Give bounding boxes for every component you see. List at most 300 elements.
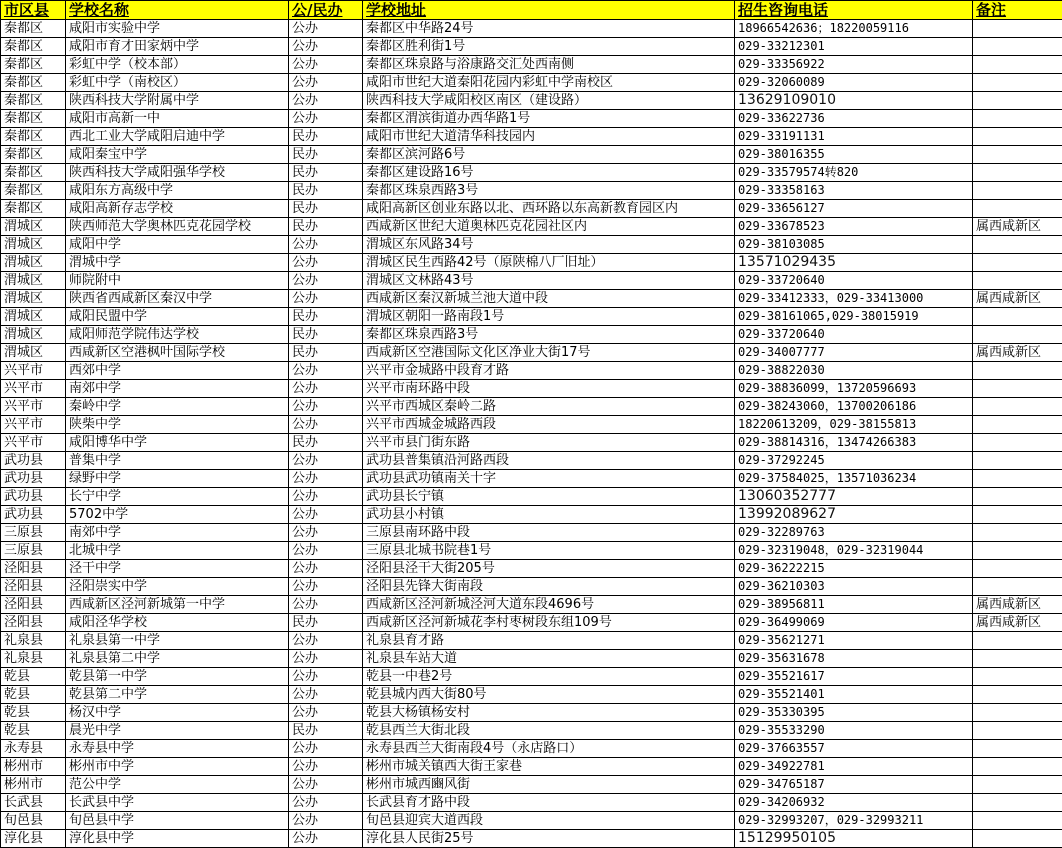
cell-school-name[interactable]: 乾县第二中学: [66, 686, 289, 704]
cell-district[interactable]: 兴平市: [1, 434, 66, 452]
cell-type[interactable]: 公办: [289, 812, 363, 830]
cell-school-name[interactable]: 咸阳秦宝中学: [66, 146, 289, 164]
cell-address[interactable]: 秦都区珠泉西路3号: [363, 326, 735, 344]
cell-school-name[interactable]: 绿野中学: [66, 470, 289, 488]
cell-school-name[interactable]: 师院附中: [66, 272, 289, 290]
cell-type[interactable]: 公办: [289, 578, 363, 596]
cell-note[interactable]: [973, 668, 1062, 686]
table-row: [1, 74, 1062, 92]
cell-phone[interactable]: 029-36210303: [735, 578, 973, 596]
cell-type[interactable]: 公办: [289, 254, 363, 272]
cell-phone[interactable]: 029-38016355: [735, 146, 973, 164]
cell-school-name[interactable]: 5702中学: [66, 506, 289, 524]
cell-note[interactable]: [973, 776, 1062, 794]
cell-address[interactable]: 武功县小村镇: [363, 506, 735, 524]
cell-address[interactable]: 彬州市城关镇西大街王家巷: [363, 758, 735, 776]
cell-phone[interactable]: 029-35521617: [735, 668, 973, 686]
cell-address[interactable]: 渭城区朝阳一路南段1号: [363, 308, 735, 326]
cell-school-name[interactable]: 北城中学: [66, 542, 289, 560]
cell-phone[interactable]: 029-35330395: [735, 704, 973, 722]
table-row: [1, 110, 1062, 128]
cell-school-name[interactable]: 咸阳中学: [66, 236, 289, 254]
cell-type[interactable]: 民办: [289, 308, 363, 326]
cell-school-name[interactable]: 普集中学: [66, 452, 289, 470]
cell-address[interactable]: 长武县育才路中段: [363, 794, 735, 812]
cell-type[interactable]: 公办: [289, 290, 363, 308]
cell-phone[interactable]: 029-37663557: [735, 740, 973, 758]
cell-phone[interactable]: 029-32993207，029-32993211: [735, 812, 973, 830]
table-row: [1, 650, 1062, 668]
cell-type[interactable]: 民办: [289, 146, 363, 164]
cell-address[interactable]: 咸阳市世纪大道清华科技园内: [363, 128, 735, 146]
cell-phone[interactable]: 029-38103085: [735, 236, 973, 254]
cell-type[interactable]: 民办: [289, 218, 363, 236]
cell-type[interactable]: 公办: [289, 452, 363, 470]
cell-phone[interactable]: 029-33191131: [735, 128, 973, 146]
cell-type[interactable]: 公办: [289, 272, 363, 290]
cell-type[interactable]: 公办: [289, 596, 363, 614]
cell-district[interactable]: 渭城区: [1, 272, 66, 290]
cell-type[interactable]: 民办: [289, 344, 363, 362]
cell-address[interactable]: 武功县长宁镇: [363, 488, 735, 506]
cell-note[interactable]: [973, 326, 1062, 344]
cell-note[interactable]: [973, 398, 1062, 416]
cell-type[interactable]: 公办: [289, 542, 363, 560]
cell-district[interactable]: 秦都区: [1, 74, 66, 92]
cell-district[interactable]: 乾县: [1, 668, 66, 686]
cell-address[interactable]: 兴平市西城金城路西段: [363, 416, 735, 434]
cell-type[interactable]: 公办: [289, 560, 363, 578]
table-row: [1, 776, 1062, 794]
cell-type[interactable]: 公办: [289, 776, 363, 794]
cell-address[interactable]: 秦都区胜利街1号: [363, 38, 735, 56]
cell-note[interactable]: [973, 38, 1062, 56]
cell-note[interactable]: [973, 470, 1062, 488]
cell-school-name[interactable]: 范公中学: [66, 776, 289, 794]
cell-address[interactable]: 武功县武功镇南关十字: [363, 470, 735, 488]
cell-phone[interactable]: 029-33656127: [735, 200, 973, 218]
table-row: [1, 362, 1062, 380]
cell-school-name[interactable]: 渭城中学: [66, 254, 289, 272]
table-row: [1, 758, 1062, 776]
cell-phone[interactable]: 029-35621271: [735, 632, 973, 650]
cell-address[interactable]: 泾阳县泾干大街205号: [363, 560, 735, 578]
cell-district[interactable]: 乾县: [1, 722, 66, 740]
cell-type[interactable]: 公办: [289, 632, 363, 650]
cell-address[interactable]: 旬邑县迎宾大道西段: [363, 812, 735, 830]
cell-address[interactable]: 乾县城内西大街80号: [363, 686, 735, 704]
cell-school-name[interactable]: 淳化县中学: [66, 830, 289, 848]
cell-address[interactable]: 乾县大杨镇杨安村: [363, 704, 735, 722]
cell-address[interactable]: 乾县西兰大街北段: [363, 722, 735, 740]
cell-district[interactable]: 渭城区: [1, 344, 66, 362]
cell-district[interactable]: 渭城区: [1, 254, 66, 272]
cell-address[interactable]: 渭城区东风路34号: [363, 236, 735, 254]
cell-district[interactable]: 渭城区: [1, 236, 66, 254]
cell-type[interactable]: 公办: [289, 74, 363, 92]
cell-phone[interactable]: 029-34007777: [735, 344, 973, 362]
cell-address[interactable]: 兴平市南环路中段: [363, 380, 735, 398]
cell-school-name[interactable]: 南郊中学: [66, 524, 289, 542]
cell-note[interactable]: [973, 740, 1062, 758]
cell-phone[interactable]: 15129950105: [735, 830, 973, 848]
cell-district[interactable]: 兴平市: [1, 380, 66, 398]
cell-school-name[interactable]: 乾县第一中学: [66, 668, 289, 686]
cell-note[interactable]: [973, 578, 1062, 596]
cell-school-name[interactable]: 泾阳崇实中学: [66, 578, 289, 596]
cell-note[interactable]: [973, 560, 1062, 578]
cell-district[interactable]: 秦都区: [1, 164, 66, 182]
cell-phone[interactable]: 029-37584025，13571036234: [735, 470, 973, 488]
cell-type[interactable]: 民办: [289, 182, 363, 200]
cell-district[interactable]: 秦都区: [1, 182, 66, 200]
cell-type[interactable]: 公办: [289, 758, 363, 776]
cell-district[interactable]: 礼泉县: [1, 650, 66, 668]
cell-address[interactable]: 西咸新区世纪大道奥林匹克花园社区内: [363, 218, 735, 236]
table-row: [1, 686, 1062, 704]
cell-district[interactable]: 兴平市: [1, 416, 66, 434]
cell-school-name[interactable]: 秦岭中学: [66, 398, 289, 416]
cell-note[interactable]: [973, 20, 1062, 38]
cell-district[interactable]: 秦都区: [1, 146, 66, 164]
cell-type[interactable]: 公办: [289, 380, 363, 398]
cell-phone[interactable]: 029-33358163: [735, 182, 973, 200]
cell-school-name[interactable]: 西郊中学: [66, 362, 289, 380]
cell-note[interactable]: 属西咸新区: [973, 596, 1062, 614]
cell-district[interactable]: 泾阳县: [1, 560, 66, 578]
cell-phone[interactable]: 029-33212301: [735, 38, 973, 56]
table-row: [1, 722, 1062, 740]
cell-type[interactable]: 公办: [289, 686, 363, 704]
cell-phone[interactable]: 029-36222215: [735, 560, 973, 578]
cell-phone[interactable]: 029-38243060，13700206186: [735, 398, 973, 416]
cell-school-name[interactable]: 陕西科技大学附属中学: [66, 92, 289, 110]
table-row: [1, 830, 1062, 848]
cell-note[interactable]: 属西咸新区: [973, 218, 1062, 236]
cell-school-name[interactable]: 晨光中学: [66, 722, 289, 740]
cell-school-name[interactable]: 长武县中学: [66, 794, 289, 812]
cell-phone[interactable]: 029-32319048，029-32319044: [735, 542, 973, 560]
cell-phone[interactable]: 029-38956811: [735, 596, 973, 614]
cell-district[interactable]: 渭城区: [1, 308, 66, 326]
cell-note[interactable]: [973, 416, 1062, 434]
cell-note[interactable]: [973, 686, 1062, 704]
cell-phone[interactable]: 029-32289763: [735, 524, 973, 542]
cell-address[interactable]: 礼泉县车站大道: [363, 650, 735, 668]
cell-school-name[interactable]: 彬州市中学: [66, 758, 289, 776]
cell-phone[interactable]: 029-34922781: [735, 758, 973, 776]
cell-district[interactable]: 秦都区: [1, 110, 66, 128]
cell-note[interactable]: [973, 758, 1062, 776]
cell-note[interactable]: [973, 74, 1062, 92]
cell-note[interactable]: [973, 434, 1062, 452]
table-row: [1, 614, 1062, 632]
cell-school-name[interactable]: 陕西师范大学奥林匹克花园学校: [66, 218, 289, 236]
cell-phone[interactable]: 029-33579574转820: [735, 164, 973, 182]
cell-address[interactable]: 乾县一中巷2号: [363, 668, 735, 686]
cell-note[interactable]: [973, 704, 1062, 722]
cell-school-name[interactable]: 咸阳师范学院伟达学校: [66, 326, 289, 344]
cell-note[interactable]: [973, 452, 1062, 470]
cell-address[interactable]: 咸阳高新区创业东路以北、西环路以东高新教育园区内: [363, 200, 735, 218]
header-address[interactable]: 学校地址: [363, 1, 735, 20]
cell-note[interactable]: [973, 812, 1062, 830]
cell-type[interactable]: 民办: [289, 722, 363, 740]
cell-district[interactable]: 武功县: [1, 488, 66, 506]
cell-type[interactable]: 民办: [289, 434, 363, 452]
cell-school-name[interactable]: 咸阳东方高级中学: [66, 182, 289, 200]
cell-phone[interactable]: 13571029435: [735, 254, 973, 272]
cell-type[interactable]: 公办: [289, 524, 363, 542]
cell-school-name[interactable]: 咸阳市高新一中: [66, 110, 289, 128]
cell-note[interactable]: [973, 722, 1062, 740]
cell-district[interactable]: 秦都区: [1, 200, 66, 218]
cell-type[interactable]: 公办: [289, 704, 363, 722]
cell-note[interactable]: [973, 236, 1062, 254]
cell-address[interactable]: 西咸新区秦汉新城兰池大道中段: [363, 290, 735, 308]
table-row: [1, 236, 1062, 254]
cell-type[interactable]: 公办: [289, 236, 363, 254]
cell-district[interactable]: 乾县: [1, 704, 66, 722]
cell-address[interactable]: 渭城区民生西路42号（原陕棉八厂旧址）: [363, 254, 735, 272]
cell-phone[interactable]: 13060352777: [735, 488, 973, 506]
cell-phone[interactable]: 029-32060089: [735, 74, 973, 92]
cell-phone[interactable]: 029-38836099，13720596693: [735, 380, 973, 398]
cell-address[interactable]: 秦都区滨河路6号: [363, 146, 735, 164]
cell-address[interactable]: 西咸新区泾河新城花李村枣树段东组109号: [363, 614, 735, 632]
cell-address[interactable]: 秦都区珠泉路与浴康路交汇处西南侧: [363, 56, 735, 74]
cell-address[interactable]: 兴平市县门街东路: [363, 434, 735, 452]
cell-address[interactable]: 秦都区珠泉西路3号: [363, 182, 735, 200]
cell-type[interactable]: 公办: [289, 506, 363, 524]
cell-phone[interactable]: 029-35631678: [735, 650, 973, 668]
table-row: [1, 596, 1062, 614]
cell-school-name[interactable]: 咸阳市实验中学: [66, 20, 289, 38]
cell-type[interactable]: 民办: [289, 128, 363, 146]
cell-note[interactable]: 属西咸新区: [973, 344, 1062, 362]
cell-type[interactable]: 公办: [289, 110, 363, 128]
cell-district[interactable]: 泾阳县: [1, 596, 66, 614]
cell-address[interactable]: 西咸新区空港国际文化区净业大街17号: [363, 344, 735, 362]
cell-phone[interactable]: 029-38161065,029-38015919: [735, 308, 973, 326]
cell-note[interactable]: 属西咸新区: [973, 290, 1062, 308]
table-row: [1, 92, 1062, 110]
cell-district[interactable]: 秦都区: [1, 38, 66, 56]
cell-address[interactable]: 西咸新区泾河新城泾河大道东段4696号: [363, 596, 735, 614]
cell-type[interactable]: 公办: [289, 92, 363, 110]
cell-type[interactable]: 民办: [289, 200, 363, 218]
cell-phone[interactable]: 029-38822030: [735, 362, 973, 380]
cell-address[interactable]: 兴平市西城区秦岭二路: [363, 398, 735, 416]
cell-school-name[interactable]: 永寿县中学: [66, 740, 289, 758]
cell-school-name[interactable]: 彩虹中学（校本部）: [66, 56, 289, 74]
cell-type[interactable]: 公办: [289, 470, 363, 488]
cell-note[interactable]: [973, 164, 1062, 182]
cell-note[interactable]: [973, 650, 1062, 668]
cell-district[interactable]: 乾县: [1, 686, 66, 704]
cell-phone[interactable]: 029-37292245: [735, 452, 973, 470]
cell-type[interactable]: 公办: [289, 56, 363, 74]
cell-school-name[interactable]: 西咸新区泾河新城第一中学: [66, 596, 289, 614]
cell-type[interactable]: 公办: [289, 650, 363, 668]
cell-district[interactable]: 渭城区: [1, 290, 66, 308]
table-row: [1, 578, 1062, 596]
cell-phone[interactable]: 029-34206932: [735, 794, 973, 812]
cell-district[interactable]: 秦都区: [1, 128, 66, 146]
cell-note[interactable]: [973, 92, 1062, 110]
cell-address[interactable]: 渭城区文林路43号: [363, 272, 735, 290]
cell-district[interactable]: 礼泉县: [1, 632, 66, 650]
cell-type[interactable]: 公办: [289, 488, 363, 506]
cell-note[interactable]: [973, 128, 1062, 146]
cell-district[interactable]: 彬州市: [1, 758, 66, 776]
cell-district[interactable]: 秦都区: [1, 20, 66, 38]
cell-note[interactable]: [973, 542, 1062, 560]
cell-note[interactable]: [973, 794, 1062, 812]
cell-school-name[interactable]: 咸阳民盟中学: [66, 308, 289, 326]
cell-district[interactable]: 渭城区: [1, 326, 66, 344]
cell-type[interactable]: 公办: [289, 668, 363, 686]
cell-phone[interactable]: 18966542636；18220059116: [735, 20, 973, 38]
cell-phone[interactable]: 029-33622736: [735, 110, 973, 128]
cell-school-name[interactable]: 南郊中学: [66, 380, 289, 398]
cell-phone[interactable]: 029-35533290: [735, 722, 973, 740]
table-row: [1, 146, 1062, 164]
cell-district[interactable]: 永寿县: [1, 740, 66, 758]
cell-note[interactable]: [973, 110, 1062, 128]
cell-school-name[interactable]: 咸阳泾华学校: [66, 614, 289, 632]
cell-school-name[interactable]: 咸阳高新存志学校: [66, 200, 289, 218]
cell-note[interactable]: [973, 362, 1062, 380]
cell-type[interactable]: 公办: [289, 794, 363, 812]
cell-address[interactable]: 泾阳县先锋大街南段: [363, 578, 735, 596]
cell-phone[interactable]: 13629109010: [735, 92, 973, 110]
cell-type[interactable]: 公办: [289, 20, 363, 38]
header-type[interactable]: 公/民办: [289, 1, 363, 20]
table-row: [1, 542, 1062, 560]
cell-type[interactable]: 公办: [289, 830, 363, 848]
cell-school-name[interactable]: 陕西省西咸新区秦汉中学: [66, 290, 289, 308]
cell-type[interactable]: 民办: [289, 614, 363, 632]
cell-phone[interactable]: 13992089627: [735, 506, 973, 524]
cell-district[interactable]: 兴平市: [1, 362, 66, 380]
cell-district[interactable]: 渭城区: [1, 218, 66, 236]
cell-district[interactable]: 武功县: [1, 506, 66, 524]
table-row: [1, 416, 1062, 434]
cell-note[interactable]: [973, 506, 1062, 524]
cell-type[interactable]: 公办: [289, 38, 363, 56]
cell-district[interactable]: 彬州市: [1, 776, 66, 794]
cell-school-name[interactable]: 旬邑县中学: [66, 812, 289, 830]
cell-address[interactable]: 陕西科技大学咸阳校区南区（建设路）: [363, 92, 735, 110]
cell-district[interactable]: 旬邑县: [1, 812, 66, 830]
cell-school-name[interactable]: 西咸新区空港枫叶国际学校: [66, 344, 289, 362]
cell-note[interactable]: [973, 830, 1062, 848]
cell-note[interactable]: [973, 200, 1062, 218]
cell-phone[interactable]: 029-33678523: [735, 218, 973, 236]
cell-phone[interactable]: 18220613209，029-38155813: [735, 416, 973, 434]
cell-note[interactable]: [973, 524, 1062, 542]
cell-note[interactable]: [973, 254, 1062, 272]
cell-type[interactable]: 公办: [289, 362, 363, 380]
cell-note[interactable]: [973, 308, 1062, 326]
cell-district[interactable]: 武功县: [1, 470, 66, 488]
cell-school-name[interactable]: 礼泉县第一中学: [66, 632, 289, 650]
cell-address[interactable]: 彬州市城西豳风街: [363, 776, 735, 794]
cell-note[interactable]: [973, 182, 1062, 200]
cell-address[interactable]: 三原县北城书院巷1号: [363, 542, 735, 560]
header-district[interactable]: 市区县: [1, 1, 66, 20]
cell-district[interactable]: 武功县: [1, 452, 66, 470]
cell-school-name[interactable]: 泾干中学: [66, 560, 289, 578]
cell-type[interactable]: 公办: [289, 398, 363, 416]
cell-note[interactable]: [973, 632, 1062, 650]
cell-address[interactable]: 秦都区中华路24号: [363, 20, 735, 38]
cell-phone[interactable]: 029-33412333，029-33413000: [735, 290, 973, 308]
cell-type[interactable]: 民办: [289, 326, 363, 344]
table-row: [1, 452, 1062, 470]
cell-district[interactable]: 泾阳县: [1, 614, 66, 632]
cell-district[interactable]: 泾阳县: [1, 578, 66, 596]
cell-phone[interactable]: 029-36499069: [735, 614, 973, 632]
cell-address[interactable]: 淳化县人民街25号: [363, 830, 735, 848]
cell-school-name[interactable]: 长宁中学: [66, 488, 289, 506]
cell-address[interactable]: 三原县南环路中段: [363, 524, 735, 542]
cell-address[interactable]: 礼泉县育才路: [363, 632, 735, 650]
cell-phone[interactable]: 029-35521401: [735, 686, 973, 704]
cell-type[interactable]: 公办: [289, 740, 363, 758]
cell-district[interactable]: 秦都区: [1, 92, 66, 110]
cell-note[interactable]: 属西咸新区: [973, 614, 1062, 632]
cell-type[interactable]: 公办: [289, 416, 363, 434]
cell-address[interactable]: 秦都区建设路16号: [363, 164, 735, 182]
cell-note[interactable]: [973, 272, 1062, 290]
cell-district[interactable]: 秦都区: [1, 56, 66, 74]
cell-phone[interactable]: 029-33356922: [735, 56, 973, 74]
cell-address[interactable]: 秦都区渭滨街道办西华路1号: [363, 110, 735, 128]
header-school-name[interactable]: 学校名称: [66, 1, 289, 20]
cell-school-name[interactable]: 陕柴中学: [66, 416, 289, 434]
cell-phone[interactable]: 029-33720640: [735, 326, 973, 344]
cell-type[interactable]: 民办: [289, 164, 363, 182]
cell-school-name[interactable]: 陕西科技大学咸阳强华学校: [66, 164, 289, 182]
cell-phone[interactable]: 029-34765187: [735, 776, 973, 794]
cell-address[interactable]: 兴平市金城路中段育才路: [363, 362, 735, 380]
cell-school-name[interactable]: 彩虹中学（南校区）: [66, 74, 289, 92]
cell-school-name[interactable]: 咸阳博华中学: [66, 434, 289, 452]
cell-phone[interactable]: 029-33720640: [735, 272, 973, 290]
cell-school-name[interactable]: 西北工业大学咸阳启迪中学: [66, 128, 289, 146]
cell-note[interactable]: [973, 56, 1062, 74]
cell-district[interactable]: 兴平市: [1, 398, 66, 416]
cell-note[interactable]: [973, 146, 1062, 164]
cell-school-name[interactable]: 咸阳市育才田家炳中学: [66, 38, 289, 56]
header-note[interactable]: 备注: [973, 1, 1062, 20]
cell-district[interactable]: 三原县: [1, 542, 66, 560]
cell-district[interactable]: 三原县: [1, 524, 66, 542]
cell-phone[interactable]: 029-38814316，13474266383: [735, 434, 973, 452]
cell-address[interactable]: 武功县普集镇沿河路西段: [363, 452, 735, 470]
cell-note[interactable]: [973, 488, 1062, 506]
cell-district[interactable]: 长武县: [1, 794, 66, 812]
header-phone[interactable]: 招生咨询电话: [735, 1, 973, 20]
cell-note[interactable]: [973, 380, 1062, 398]
cell-address[interactable]: 永寿县西兰大街南段4号（永店路口）: [363, 740, 735, 758]
cell-school-name[interactable]: 杨汉中学: [66, 704, 289, 722]
cell-district[interactable]: 淳化县: [1, 830, 66, 848]
cell-school-name[interactable]: 礼泉县第二中学: [66, 650, 289, 668]
cell-address[interactable]: 咸阳市世纪大道秦阳花园内彩虹中学南校区: [363, 74, 735, 92]
